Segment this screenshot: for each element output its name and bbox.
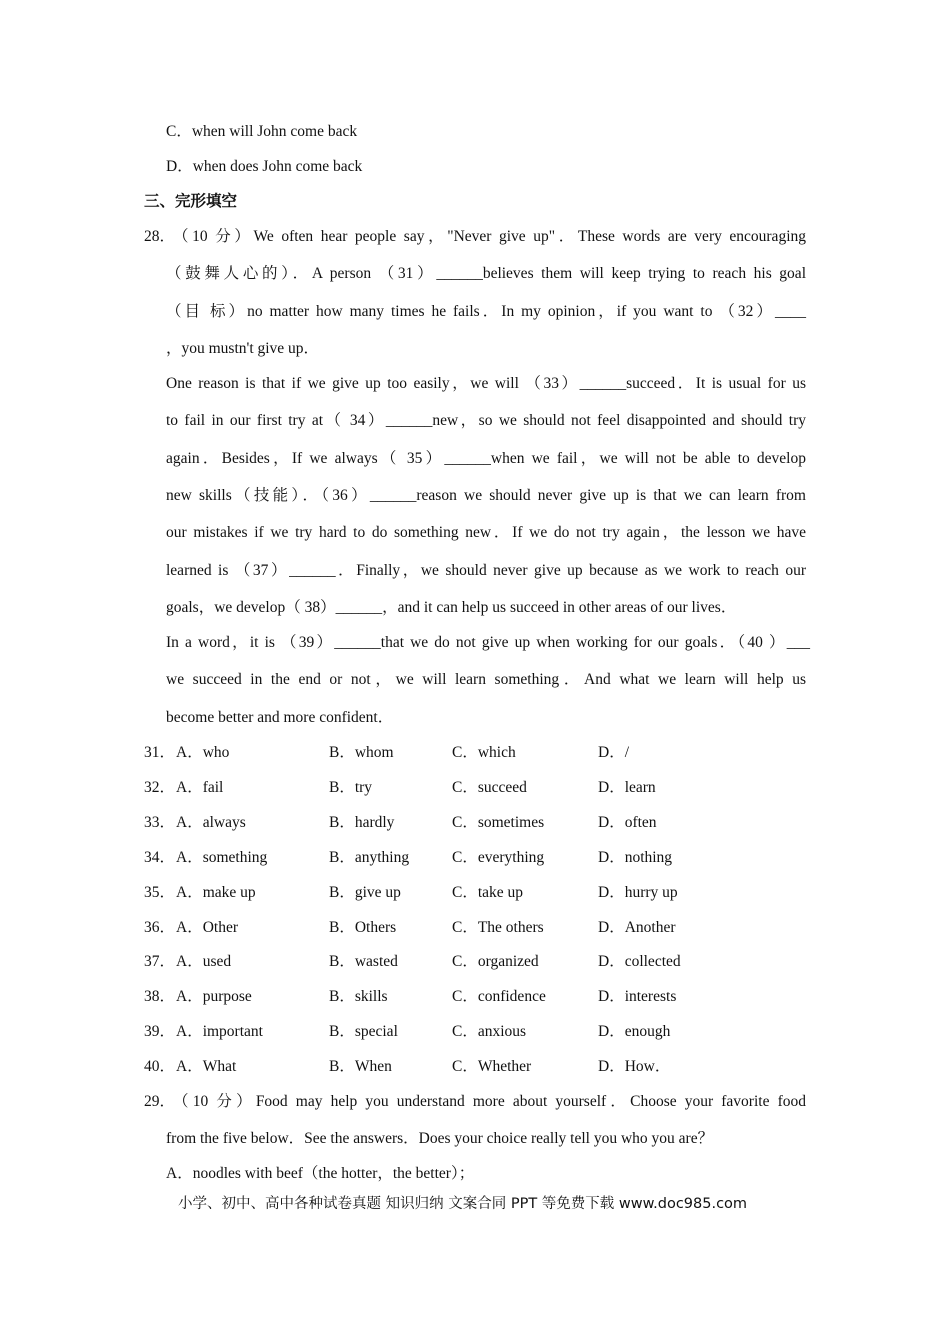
passage-line: In a word，it is （39）______that we do not give up when working for our goals．（40 ）___ bbox=[166, 634, 810, 651]
option-b: B．give up bbox=[329, 884, 401, 901]
option-a: A．who bbox=[176, 744, 230, 761]
option-c: C．everything bbox=[452, 849, 545, 866]
passage-line: our mistakes if we try hard to do something new．If we do not try again，the lesson we have bbox=[166, 524, 806, 541]
option-d: D．nothing bbox=[598, 849, 673, 866]
page-footer: 小学、初中、高中各种试卷真题 知识归纳 文案合同 PPT 等免费下载 www.doc985.com bbox=[178, 1196, 748, 1212]
option-a: A．fail bbox=[176, 779, 224, 796]
option-b: B．When bbox=[329, 1058, 392, 1075]
passage-line: （鼓舞人心的）．A person （31）______believes them will keep trying to reach his goal bbox=[166, 265, 806, 282]
option-row-number: 31． bbox=[144, 744, 176, 761]
option-c: C．succeed bbox=[452, 779, 527, 796]
option-row-number: 33． bbox=[144, 814, 176, 831]
option-c: C．sometimes bbox=[452, 814, 545, 831]
option-b: B．Others bbox=[329, 919, 397, 936]
option-row-number: 34． bbox=[144, 849, 176, 866]
option-b: B．anything bbox=[329, 849, 410, 866]
option-row-number: 39． bbox=[144, 1023, 176, 1040]
option-row-number: 35． bbox=[144, 884, 176, 901]
option-b: B．try bbox=[329, 779, 373, 796]
option-c: C．Whether bbox=[452, 1058, 532, 1075]
option-b: B．special bbox=[329, 1023, 398, 1040]
option-d: D．/ bbox=[598, 744, 630, 761]
option-c: C．anxious bbox=[452, 1023, 527, 1040]
option-d: D．Another bbox=[598, 919, 676, 936]
option-a: A．important bbox=[176, 1023, 263, 1040]
option-row-number: 38． bbox=[144, 988, 176, 1005]
section-heading: 三、完形填空 bbox=[144, 192, 238, 210]
passage-line: ，you mustn't give up． bbox=[166, 340, 320, 357]
option-c: C．which bbox=[452, 744, 516, 761]
question-28-number: 28． bbox=[144, 228, 176, 245]
option-a: A．something bbox=[176, 849, 268, 866]
option-d: D．interests bbox=[598, 988, 677, 1005]
option-d: D．learn bbox=[598, 779, 656, 796]
option-row-number: 40． bbox=[144, 1058, 176, 1075]
passage-line: learned is （37）______．Finally，we should never give up because as we work to reach our bbox=[166, 562, 806, 579]
passage-line: become better and more confident． bbox=[166, 709, 394, 726]
passage-line: One reason is that if we give up too easily，we will （33）______succeed．It is usual for us bbox=[166, 375, 806, 392]
option-row-number: 32． bbox=[144, 779, 176, 796]
option-d: D．enough bbox=[598, 1023, 671, 1040]
option-b: B．wasted bbox=[329, 953, 398, 970]
passage-line: from the five below．See the answers．Does your choice really tell you who you are？ bbox=[166, 1130, 714, 1147]
passage-line: we succeed in the end or not，we will learn something．And what we learn will help us bbox=[166, 671, 806, 688]
option-d: D．collected bbox=[598, 953, 681, 970]
passage-line: （10 分）Food may help you understand more about yourself．Choose your favorite food bbox=[173, 1093, 806, 1110]
passage-line: again．Besides，If we always（ 35）______when we fail，we will not be able to develop bbox=[166, 450, 806, 467]
option-row-number: 37． bbox=[144, 953, 176, 970]
passage-line: new skills（技能）．（36）______reason we should never give up is that we can learn from bbox=[166, 487, 806, 504]
option-a: A．used bbox=[176, 953, 232, 970]
option-d: D．hurry up bbox=[598, 884, 678, 901]
option-b: B．hardly bbox=[329, 814, 395, 831]
option-c: C．organized bbox=[452, 953, 539, 970]
passage-line: （10 分）We often hear people say，"Never give up"．These words are very encouraging bbox=[173, 228, 806, 245]
passage-line: A．noodles with beef（the hotter，the better）； bbox=[166, 1165, 475, 1182]
option-c-line: C．when will John come back bbox=[166, 123, 358, 140]
option-c: C．confidence bbox=[452, 988, 546, 1005]
option-a: A．make up bbox=[176, 884, 256, 901]
option-d: D．often bbox=[598, 814, 657, 831]
option-c: C．take up bbox=[452, 884, 524, 901]
option-d-line: D．when does John come back bbox=[166, 158, 363, 175]
option-a: A．always bbox=[176, 814, 246, 831]
option-c: C．The others bbox=[452, 919, 544, 936]
option-a: A．purpose bbox=[176, 988, 252, 1005]
passage-line: goals，we develop（ 38）______，and it can help us succeed in other areas of our lives． bbox=[166, 599, 737, 616]
option-b: B．skills bbox=[329, 988, 388, 1005]
option-row-number: 36． bbox=[144, 919, 176, 936]
option-a: A．What bbox=[176, 1058, 237, 1075]
question-29-number: 29． bbox=[144, 1093, 176, 1110]
option-a: A．Other bbox=[176, 919, 238, 936]
option-b: B．whom bbox=[329, 744, 394, 761]
option-d: D．How． bbox=[598, 1058, 671, 1075]
passage-line: to fail in our first try at（ 34）______new，so we should not feel disappointed and should try bbox=[166, 412, 806, 429]
passage-line: （目 标）no matter how many times he fails．In my opinion，if you want to （32）____ bbox=[166, 303, 806, 320]
